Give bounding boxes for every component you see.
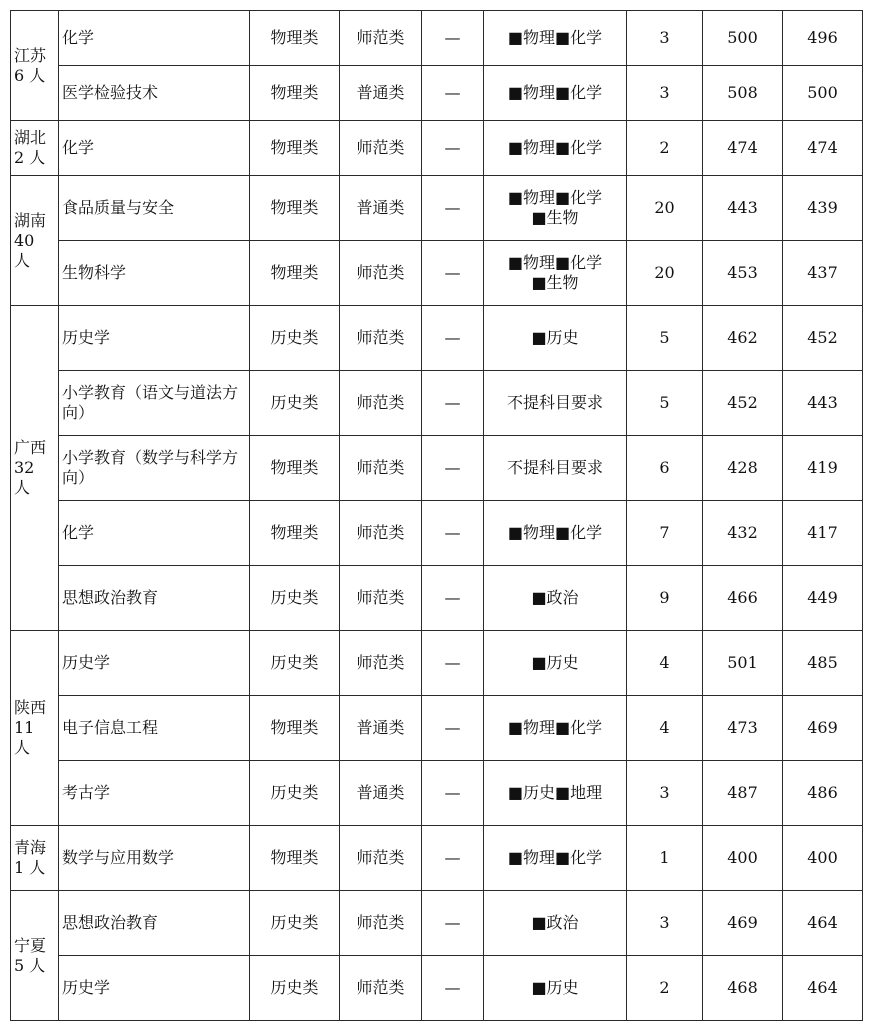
province-name: 湖北 — [14, 128, 47, 147]
max-score-cell: 501 — [703, 631, 783, 696]
type-cell: 普通类 — [340, 696, 422, 761]
note-cell: — — [422, 436, 484, 501]
table-row — [11, 501, 863, 566]
max-score-cell: 508 — [703, 66, 783, 121]
province-cell — [11, 891, 59, 1021]
table-row — [11, 121, 863, 176]
plan-count-cell: 2 — [627, 956, 703, 1021]
major-cell: 化学 — [59, 11, 250, 66]
province-cell — [11, 176, 59, 306]
subjects-cell — [484, 176, 627, 241]
subject-requirement: ■生物 — [531, 273, 579, 292]
plan-count-cell: 2 — [627, 121, 703, 176]
province-count: 1 人 — [14, 858, 46, 877]
table-row — [11, 631, 863, 696]
note-cell: — — [422, 501, 484, 566]
type-cell: 师范类 — [340, 436, 422, 501]
major-cell: 考古学 — [59, 761, 250, 826]
major-cell: 历史学 — [59, 631, 250, 696]
max-score-cell: 473 — [703, 696, 783, 761]
major-cell: 化学 — [59, 501, 250, 566]
subject-requirement: ■历史■地理 — [507, 783, 603, 802]
major-cell: 历史学 — [59, 956, 250, 1021]
max-score-cell: 487 — [703, 761, 783, 826]
table-row — [11, 696, 863, 761]
note-cell: — — [422, 66, 484, 121]
major-cell: 小学教育（语文与道法方向） — [59, 371, 250, 436]
major-cell: 化学 — [59, 121, 250, 176]
subjects-cell — [484, 66, 627, 121]
table-row — [11, 891, 863, 956]
note-cell: — — [422, 121, 484, 176]
subjects-cell — [484, 436, 627, 501]
subjects-cell — [484, 121, 627, 176]
table-row — [11, 436, 863, 501]
category-cell: 物理类 — [250, 121, 340, 176]
subjects-cell — [484, 956, 627, 1021]
table-row — [11, 371, 863, 436]
province-cell — [11, 11, 59, 121]
category-cell: 历史类 — [250, 371, 340, 436]
subjects-cell — [484, 761, 627, 826]
note-cell: — — [422, 631, 484, 696]
admissions-table — [10, 10, 863, 1021]
province-count: 6 人 — [14, 65, 46, 85]
subjects-cell — [484, 891, 627, 956]
note-cell: — — [422, 956, 484, 1021]
province-count: 32 人 — [14, 458, 35, 497]
max-score-cell: 443 — [703, 176, 783, 241]
type-cell: 师范类 — [340, 566, 422, 631]
subjects-cell — [484, 241, 627, 306]
table-row — [11, 826, 863, 891]
major-cell: 小学教育（数学与科学方向） — [59, 436, 250, 501]
max-score-cell: 462 — [703, 306, 783, 371]
note-cell: — — [422, 891, 484, 956]
table-body — [11, 11, 863, 1021]
subject-requirement: ■物理■化学 — [507, 138, 603, 157]
type-cell: 师范类 — [340, 11, 422, 66]
subjects-cell — [484, 566, 627, 631]
subject-requirement: ■物理■化学 — [507, 253, 603, 272]
table-row — [11, 306, 863, 371]
subjects-cell — [484, 631, 627, 696]
table-row — [11, 566, 863, 631]
major-cell: 思想政治教育 — [59, 891, 250, 956]
plan-count-cell: 9 — [627, 566, 703, 631]
note-cell: — — [422, 566, 484, 631]
major-cell: 数学与应用数学 — [59, 826, 250, 891]
type-cell: 普通类 — [340, 66, 422, 121]
type-cell: 普通类 — [340, 176, 422, 241]
note-cell: — — [422, 241, 484, 306]
min-score-cell: 449 — [783, 566, 863, 631]
table-row — [11, 761, 863, 826]
min-score-cell: 486 — [783, 761, 863, 826]
max-score-cell: 400 — [703, 826, 783, 891]
type-cell: 师范类 — [340, 306, 422, 371]
category-cell: 历史类 — [250, 566, 340, 631]
subjects-cell — [484, 11, 627, 66]
subject-requirement: ■生物 — [531, 208, 579, 227]
min-score-cell: 485 — [783, 631, 863, 696]
type-cell: 师范类 — [340, 956, 422, 1021]
min-score-cell: 500 — [783, 66, 863, 121]
max-score-cell: 453 — [703, 241, 783, 306]
max-score-cell: 466 — [703, 566, 783, 631]
max-score-cell: 474 — [703, 121, 783, 176]
subject-requirement: ■物理■化学 — [507, 28, 603, 47]
plan-count-cell: 5 — [627, 306, 703, 371]
category-cell: 物理类 — [250, 11, 340, 66]
min-score-cell: 417 — [783, 501, 863, 566]
plan-count-cell: 6 — [627, 436, 703, 501]
province-cell — [11, 121, 59, 176]
type-cell: 普通类 — [340, 761, 422, 826]
category-cell: 历史类 — [250, 956, 340, 1021]
category-cell: 物理类 — [250, 66, 340, 121]
province-count: 40 人 — [14, 230, 35, 270]
category-cell: 物理类 — [250, 176, 340, 241]
note-cell: — — [422, 696, 484, 761]
type-cell: 师范类 — [340, 121, 422, 176]
note-cell: — — [422, 11, 484, 66]
max-score-cell: 432 — [703, 501, 783, 566]
min-score-cell: 469 — [783, 696, 863, 761]
province-name: 江苏 — [14, 45, 47, 65]
category-cell: 物理类 — [250, 826, 340, 891]
major-cell: 生物科学 — [59, 241, 250, 306]
table-row — [11, 956, 863, 1021]
province-name: 湖南 — [14, 210, 47, 230]
subject-requirement: ■历史 — [531, 328, 579, 347]
table-row — [11, 176, 863, 241]
category-cell: 物理类 — [250, 436, 340, 501]
min-score-cell: 464 — [783, 956, 863, 1021]
note-cell: — — [422, 371, 484, 436]
min-score-cell: 464 — [783, 891, 863, 956]
min-score-cell: 437 — [783, 241, 863, 306]
major-cell: 思想政治教育 — [59, 566, 250, 631]
subjects-cell — [484, 306, 627, 371]
table-row — [11, 241, 863, 306]
plan-count-cell: 7 — [627, 501, 703, 566]
province-name: 宁夏 — [14, 935, 47, 955]
subject-requirement: ■物理■化学 — [507, 523, 603, 542]
plan-count-cell: 20 — [627, 176, 703, 241]
major-cell: 医学检验技术 — [59, 66, 250, 121]
type-cell: 师范类 — [340, 501, 422, 566]
plan-count-cell: 20 — [627, 241, 703, 306]
province-name: 陕西 — [14, 698, 47, 717]
category-cell: 物理类 — [250, 696, 340, 761]
subject-requirement: ■政治 — [531, 913, 579, 932]
plan-count-cell: 3 — [627, 66, 703, 121]
min-score-cell: 400 — [783, 826, 863, 891]
subject-requirement: ■政治 — [531, 588, 579, 607]
subject-requirement: 不提科目要求 — [506, 458, 603, 477]
note-cell: — — [422, 761, 484, 826]
subjects-cell — [484, 501, 627, 566]
subjects-cell — [484, 696, 627, 761]
category-cell: 历史类 — [250, 631, 340, 696]
province-cell — [11, 631, 59, 826]
plan-count-cell: 3 — [627, 891, 703, 956]
category-cell: 物理类 — [250, 501, 340, 566]
max-score-cell: 469 — [703, 891, 783, 956]
province-count: 11 人 — [14, 718, 35, 757]
type-cell: 师范类 — [340, 631, 422, 696]
plan-count-cell: 3 — [627, 11, 703, 66]
min-score-cell: 474 — [783, 121, 863, 176]
province-cell — [11, 826, 59, 891]
subject-requirement: ■历史 — [531, 653, 579, 672]
subject-requirement: ■物理■化学 — [507, 848, 603, 867]
note-cell: — — [422, 176, 484, 241]
plan-count-cell: 5 — [627, 371, 703, 436]
min-score-cell: 452 — [783, 306, 863, 371]
subjects-cell — [484, 826, 627, 891]
major-cell: 电子信息工程 — [59, 696, 250, 761]
province-count: 2 人 — [14, 148, 46, 167]
province-cell — [11, 306, 59, 631]
min-score-cell: 419 — [783, 436, 863, 501]
max-score-cell: 428 — [703, 436, 783, 501]
category-cell: 物理类 — [250, 241, 340, 306]
category-cell: 历史类 — [250, 891, 340, 956]
table-row — [11, 66, 863, 121]
type-cell: 师范类 — [340, 891, 422, 956]
note-cell: — — [422, 306, 484, 371]
plan-count-cell: 1 — [627, 826, 703, 891]
subjects-cell — [484, 371, 627, 436]
max-score-cell: 468 — [703, 956, 783, 1021]
max-score-cell: 500 — [703, 11, 783, 66]
major-cell: 历史学 — [59, 306, 250, 371]
subject-requirement: ■物理■化学 — [507, 83, 603, 102]
subject-requirement: ■物理■化学 — [507, 718, 603, 737]
min-score-cell: 496 — [783, 11, 863, 66]
province-count: 5 人 — [14, 955, 46, 975]
province-name: 广西 — [14, 438, 47, 457]
min-score-cell: 443 — [783, 371, 863, 436]
category-cell: 历史类 — [250, 306, 340, 371]
plan-count-cell: 3 — [627, 761, 703, 826]
type-cell: 师范类 — [340, 826, 422, 891]
category-cell: 历史类 — [250, 761, 340, 826]
subject-requirement: 不提科目要求 — [506, 393, 603, 412]
table-row — [11, 11, 863, 66]
type-cell: 师范类 — [340, 371, 422, 436]
plan-count-cell: 4 — [627, 631, 703, 696]
subject-requirement: ■物理■化学 — [507, 188, 603, 207]
subject-requirement: ■历史 — [531, 978, 579, 997]
plan-count-cell: 4 — [627, 696, 703, 761]
max-score-cell: 452 — [703, 371, 783, 436]
province-name: 青海 — [14, 838, 47, 857]
min-score-cell: 439 — [783, 176, 863, 241]
major-cell: 食品质量与安全 — [59, 176, 250, 241]
type-cell: 师范类 — [340, 241, 422, 306]
note-cell: — — [422, 826, 484, 891]
